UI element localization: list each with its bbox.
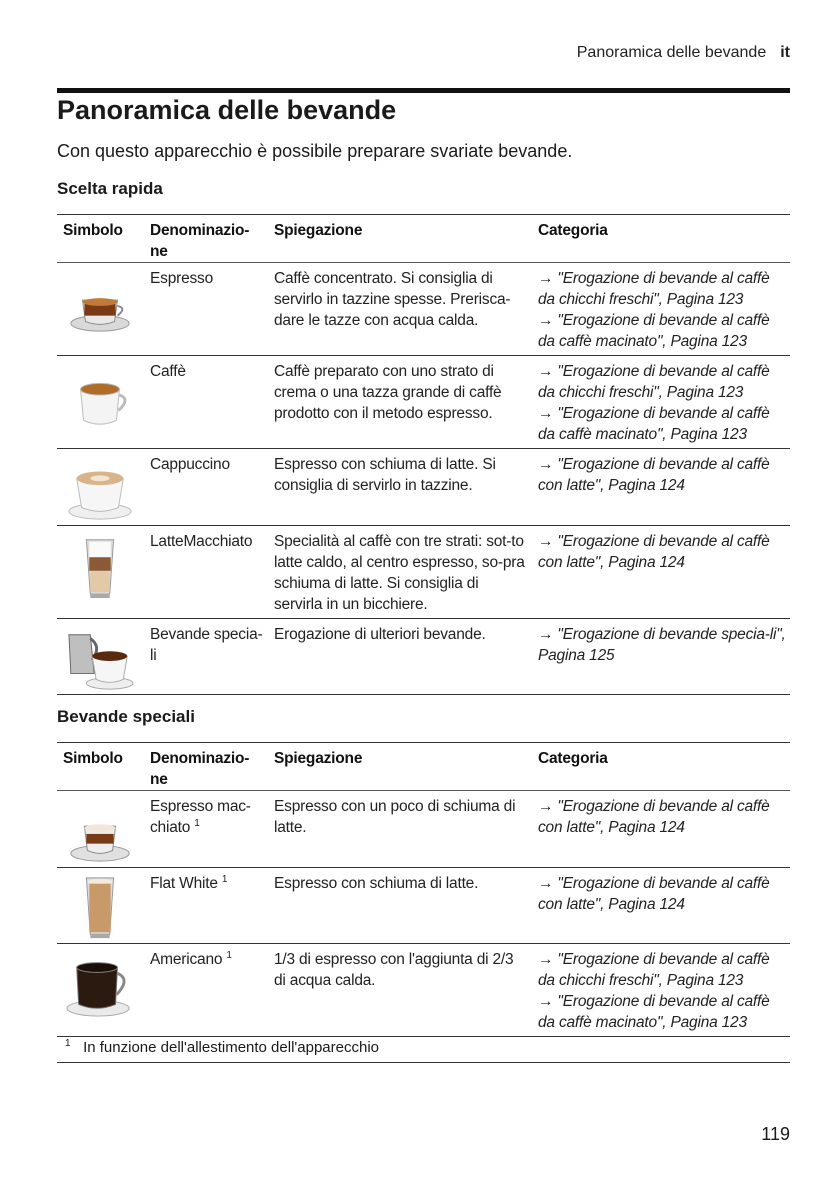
drink-name [150,268,268,289]
category-text: "Erogazione di bevande al caffè da chicchi freschi", Pagina 123 [538,951,770,989]
quick-table [57,214,790,695]
latte-macchiato-glass-icon [61,532,139,600]
drink-category [538,268,790,352]
page-title: Panoramica delle bevande [57,95,397,125]
drink-explanation: Espresso con un poco di schiuma di latte. [274,798,516,836]
table-row [57,868,790,944]
drink-name-text: Flat White [150,875,218,892]
category-link[interactable] [538,949,790,991]
category-text: "Erogazione di bevande al caffè con latte", Pagina 124 [538,875,770,913]
column-header: Denominazio- ne [150,750,250,788]
drink-name-text: Cappuccino [150,456,230,473]
drink-name [150,796,268,838]
arrow-icon: → [538,270,554,287]
drink-explanation: Specialità al caffè con tre strati: sot-to latte caldo, al centro espresso, so-pra schiuma di latte. Si consiglia di servirla in un bicchiere. [274,533,525,613]
drink-name [150,624,268,666]
arrow-icon: → [538,626,554,643]
cappuccino-cup-icon [61,455,139,523]
arrow-icon: → [538,405,554,422]
espresso-macchiato-icon [61,797,139,865]
category-text: "Erogazione di bevande al caffè da caffè macinato", Pagina 123 [538,405,770,443]
arrow-icon: → [538,798,554,815]
arrow-icon: → [538,363,554,380]
arrow-icon: → [538,456,554,473]
column-header: Simbolo [63,222,123,239]
title-rule [57,88,790,93]
drink-name-text: Americano [150,951,223,968]
table-row [57,263,790,356]
category-link[interactable] [538,268,790,310]
footnote-mark: 1 [65,1038,71,1049]
category-link[interactable] [538,454,790,496]
category-text: "Erogazione di bevande al caffè con latte", Pagina 124 [538,533,770,571]
category-link[interactable] [538,403,790,445]
drink-explanation: 1/3 di espresso con l'aggiunta di 2/3 di acqua calda. [274,951,514,989]
arrow-icon: → [538,533,554,550]
drink-name-text: Espresso [150,270,214,287]
drink-category [538,454,790,496]
special-drinks-icon [61,625,139,693]
category-link[interactable] [538,624,790,666]
page-header [577,44,790,62]
column-header: Denominazio- ne [150,222,250,260]
column-header: Categoria [538,222,608,239]
drink-name [150,873,268,894]
arrow-icon: → [538,993,554,1010]
drink-category [538,873,790,915]
table-row [57,356,790,449]
table-row [57,619,790,695]
drink-name [150,361,268,382]
column-header: Spiegazione [274,750,363,767]
espresso-cup-icon [61,269,139,337]
page-number: 119 [761,1124,790,1144]
drink-name [150,531,268,552]
drink-explanation: Espresso con schiuma di latte. [274,875,479,892]
category-link[interactable] [538,796,790,838]
category-text: "Erogazione di bevande al caffè da caffè macinato", Pagina 123 [538,993,770,1031]
drink-explanation: Caffè concentrato. Si consiglia di servirlo in tazzine spesse. Prerisca-dare le tazze con acqua calda. [274,270,511,329]
quick-table-header [57,214,790,263]
footnote-text: In funzione dell'allestimento dell'apparecchio [83,1039,379,1056]
special-table-header [57,742,790,791]
category-text: "Erogazione di bevande al caffè da chicchi freschi", Pagina 123 [538,363,770,401]
drink-name-text: LatteMacchiato [150,533,253,550]
category-text: "Erogazione di bevande al caffè con latte", Pagina 124 [538,456,770,494]
drink-explanation: Caffè preparato con uno strato di crema o una tazza grande di caffè prodotto con il metodo espresso. [274,363,502,422]
quick-heading: Scelta rapida [57,179,163,198]
header-lang: it [780,44,790,61]
special-heading: Bevande speciali [57,707,195,726]
column-header: Categoria [538,750,608,767]
column-header: Simbolo [63,750,123,767]
category-link[interactable] [538,873,790,915]
americano-mug-icon [61,950,139,1018]
column-header: Spiegazione [274,222,363,239]
arrow-icon: → [538,875,554,892]
drink-name-text: Caffè [150,363,186,380]
header-section: Panoramica delle bevande [576,44,767,61]
drink-name [150,454,268,475]
drink-explanation: Espresso con schiuma di latte. Si consiglia di servirlo in tazzine. [274,456,496,494]
table-row [57,526,790,619]
drink-category [538,949,790,1033]
drink-name-text: Bevande specia-li [150,626,263,664]
drink-category [538,361,790,445]
category-text: "Erogazione di bevande specia-li", Pagina 125 [538,626,786,664]
special-table [57,742,790,1037]
footnote [57,1035,790,1063]
category-link[interactable] [538,991,790,1033]
drink-name [150,949,268,970]
coffee-cup-icon [61,362,139,430]
footnote-ref: 1 [221,873,228,885]
category-text: "Erogazione di bevande al caffè con latte", Pagina 124 [538,798,770,836]
drink-name-text: Espresso mac-chiato [150,798,251,836]
category-link[interactable] [538,310,790,352]
footnote-ref: 1 [226,949,232,961]
drink-category [538,796,790,838]
category-link[interactable] [538,531,790,573]
category-text: "Erogazione di bevande al caffè da caffè macinato", Pagina 123 [538,312,770,350]
table-row [57,449,790,526]
drink-category [538,624,790,666]
category-text: "Erogazione di bevande al caffè da chicchi freschi", Pagina 123 [538,270,770,308]
drink-category [538,531,790,573]
drink-explanation: Erogazione di ulteriori bevande. [274,626,486,643]
category-link[interactable] [538,361,790,403]
footnote-ref: 1 [194,817,200,829]
flat-white-glass-icon [61,874,139,942]
table-row [57,791,790,868]
arrow-icon: → [538,312,554,329]
arrow-icon: → [538,951,554,968]
table-row [57,944,790,1037]
intro-text: Con questo apparecchio è possibile preparare svariate bevande. [57,141,573,161]
